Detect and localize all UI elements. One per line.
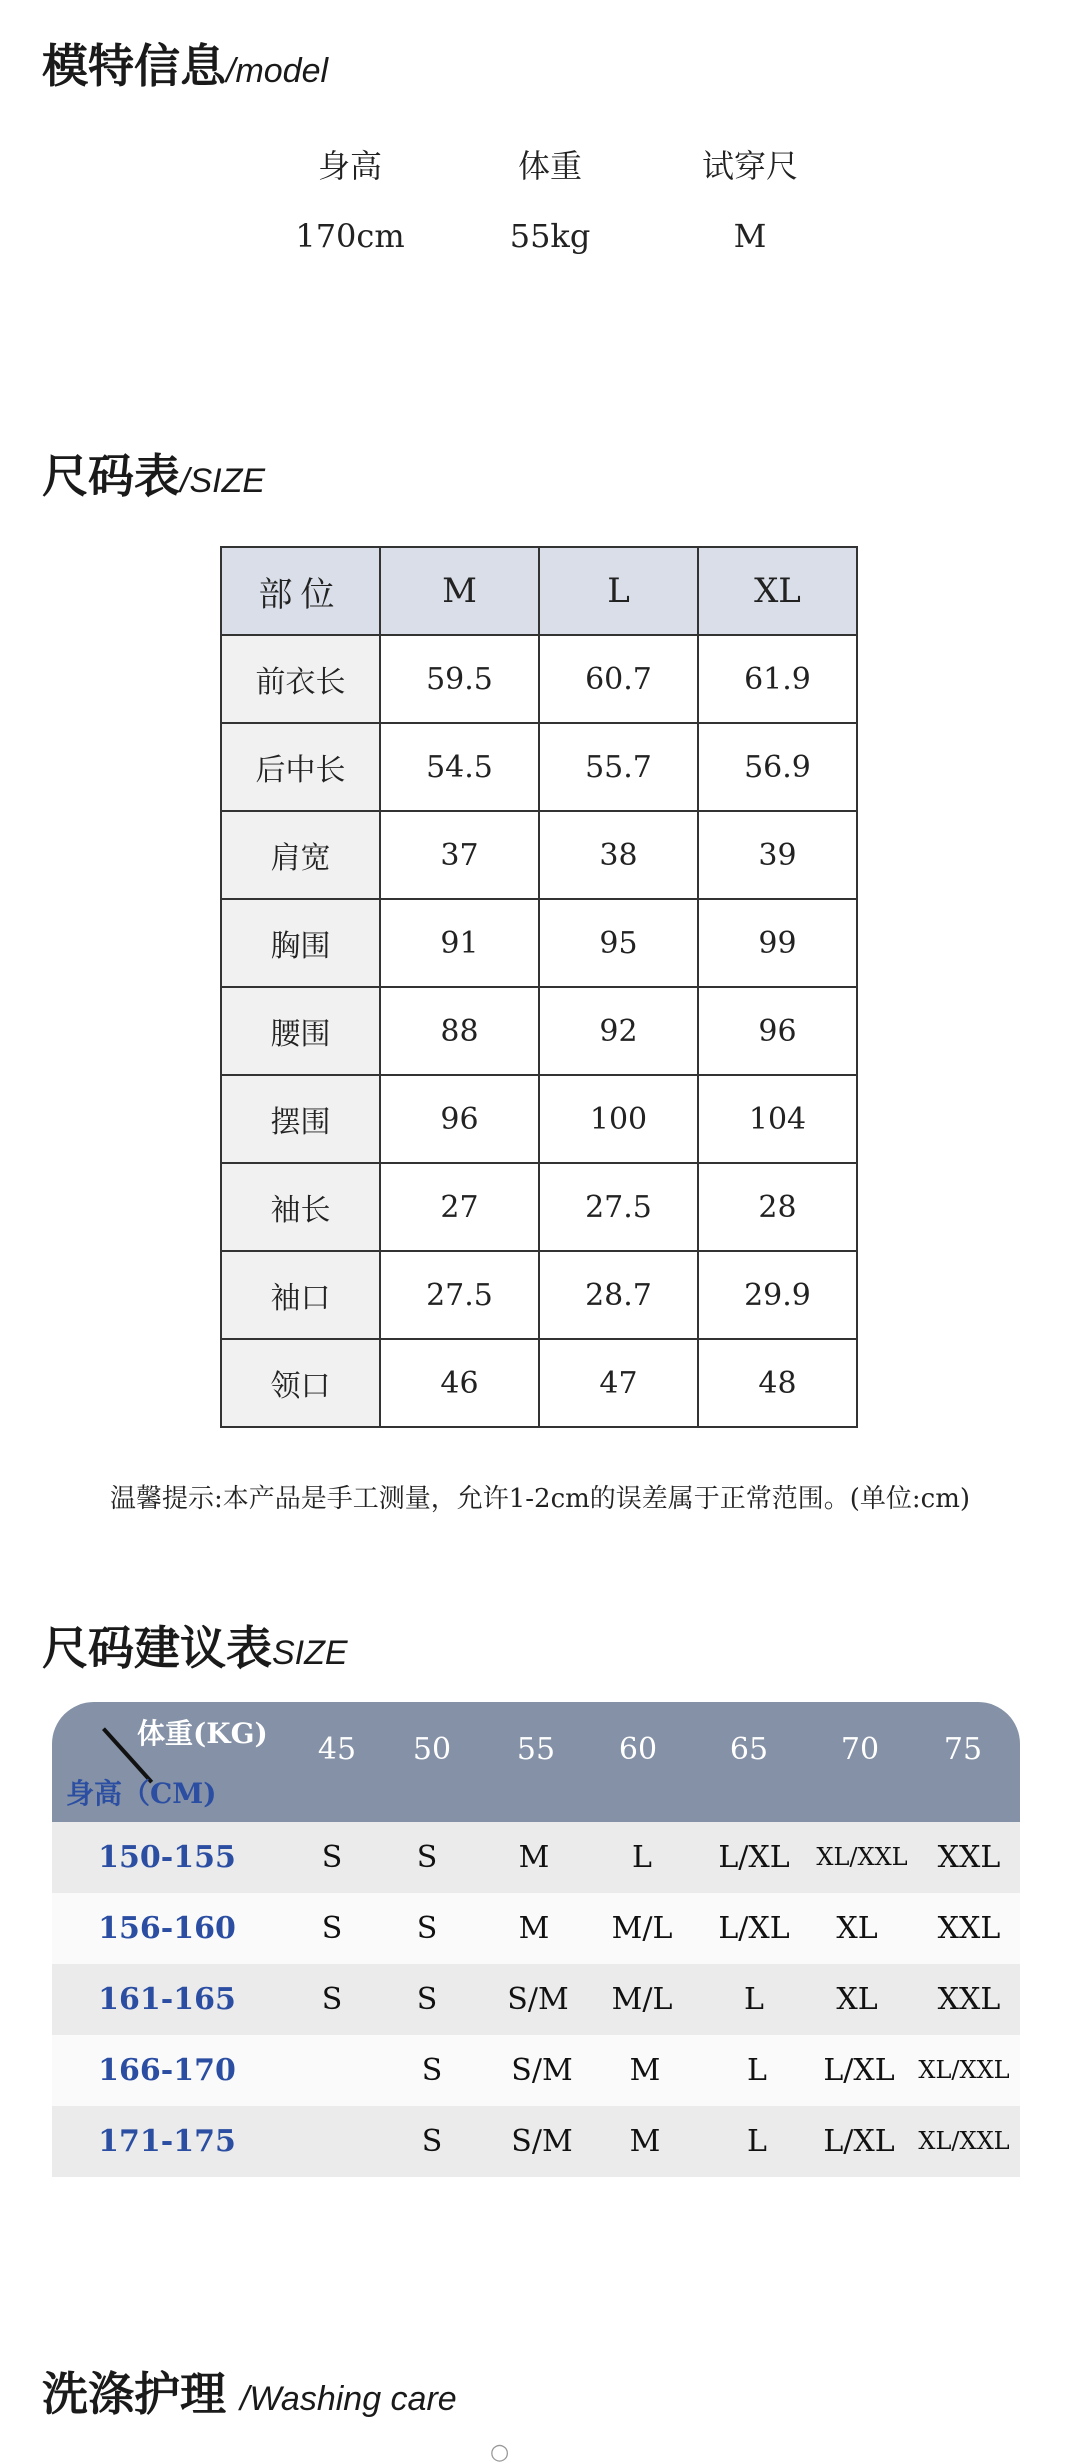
- cell-value: 39: [698, 811, 857, 899]
- height-range: 150-155: [98, 1840, 236, 1875]
- cropped-glyph: ○: [490, 2440, 510, 2463]
- measurement-note: 温馨提示:本产品是手工测量，允许1-2cm的误差属于正常范围。(单位:cm): [109, 1484, 971, 1514]
- model-info-subtitle: /model: [226, 52, 329, 90]
- row-label: 肩宽: [221, 811, 380, 899]
- size-cell: M: [629, 2124, 661, 2159]
- size-cell: S: [421, 2124, 443, 2159]
- size-cell: M: [518, 1911, 550, 1946]
- row-label: 领口: [221, 1339, 380, 1427]
- weight-column-header: 50: [412, 1732, 452, 1767]
- size-header-m: M: [380, 547, 539, 635]
- table-row: [221, 811, 857, 899]
- weight-column-header: 65: [729, 1732, 769, 1767]
- cell-value: 92: [539, 987, 698, 1075]
- size-cell: L: [747, 2053, 767, 2088]
- row-label: 袖长: [221, 1163, 380, 1251]
- model-info-title: 模特信息: [42, 39, 226, 93]
- cell-value: 38: [539, 811, 698, 899]
- cell-value: 28: [698, 1163, 857, 1251]
- cell-value: 46: [380, 1339, 539, 1427]
- size-table-subtitle: /SIZE: [180, 462, 266, 500]
- size-cell: XL: [836, 1982, 878, 2017]
- cell-value: 27.5: [380, 1251, 539, 1339]
- model-size-label: 试穿尺: [701, 147, 798, 185]
- size-cell: XL/XXL: [918, 2056, 1010, 2084]
- model-height-value: 170cm: [295, 217, 405, 255]
- size-header-xl: XL: [698, 547, 857, 635]
- row-label: 胸围: [221, 899, 380, 987]
- size-recommend-title: 尺码建议表: [42, 1621, 272, 1675]
- table-row: [52, 2035, 1020, 2106]
- table-row: [221, 1339, 857, 1427]
- size-table-title: 尺码表: [42, 449, 180, 503]
- height-range: 166-170: [98, 2053, 236, 2088]
- size-cell: M/L: [611, 1982, 673, 2017]
- height-range: 171-175: [98, 2124, 236, 2159]
- size-cell: L: [744, 1982, 764, 2017]
- cell-value: 47: [539, 1339, 698, 1427]
- cell-value: 28.7: [539, 1251, 698, 1339]
- model-size-value: M: [733, 217, 767, 255]
- height-range: 161-165: [98, 1982, 236, 2017]
- size-cell: S: [321, 1911, 343, 1946]
- cell-value: 37: [380, 811, 539, 899]
- cell-value: 99: [698, 899, 857, 987]
- cell-value: 55.7: [539, 723, 698, 811]
- cell-value: 100: [539, 1075, 698, 1163]
- height-axis-label: 身高（CM): [66, 1777, 217, 1810]
- size-cell: S/M: [507, 1982, 569, 2017]
- size-cell: L: [747, 2124, 767, 2159]
- cell-value: 61.9: [698, 635, 857, 723]
- washing-care-heading: [42, 2358, 457, 2424]
- size-cell: S/M: [511, 2124, 573, 2159]
- size-table-heading: [42, 440, 265, 506]
- size-cell: L: [632, 1840, 652, 1875]
- model-weight-label: 体重: [517, 147, 582, 185]
- size-recommend-header: [52, 1702, 1020, 1822]
- size-cell: S: [321, 1840, 343, 1875]
- cell-value: 88: [380, 987, 539, 1075]
- table-row: [52, 2106, 1020, 2177]
- row-label: 袖口: [221, 1251, 380, 1339]
- weight-column-header: 60: [618, 1732, 658, 1767]
- cell-value: 59.5: [380, 635, 539, 723]
- table-row: [221, 1075, 857, 1163]
- size-cell: S: [416, 1840, 438, 1875]
- size-cell: S: [416, 1982, 438, 2017]
- table-row: [221, 1163, 857, 1251]
- row-label: 摆围: [221, 1075, 380, 1163]
- cell-value: 104: [698, 1075, 857, 1163]
- table-row: [221, 1251, 857, 1339]
- size-cell: XXL: [937, 1911, 1001, 1946]
- size-header-part: 部位: [221, 547, 380, 635]
- model-height-label: 身高: [317, 147, 382, 185]
- table-row: [52, 1822, 1020, 1893]
- model-info-value-row: [250, 200, 850, 272]
- size-cell: M: [518, 1840, 550, 1875]
- cell-value: 27.5: [539, 1163, 698, 1251]
- weight-column-header: 75: [943, 1732, 983, 1767]
- cell-value: 56.9: [698, 723, 857, 811]
- model-info-grid: [250, 128, 850, 272]
- model-info-header-row: [250, 128, 850, 200]
- cell-value: 95: [539, 899, 698, 987]
- size-cell: L/XL: [823, 2124, 895, 2159]
- cell-value: 60.7: [539, 635, 698, 723]
- size-cell: [277, 2035, 387, 2106]
- weight-column-header: 55: [516, 1732, 556, 1767]
- size-recommend-subtitle: SIZE: [272, 1634, 348, 1672]
- size-cell: XXL: [937, 1982, 1001, 2017]
- size-cell: M: [629, 2053, 661, 2088]
- size-cell: XL: [836, 1911, 878, 1946]
- cell-value: 27: [380, 1163, 539, 1251]
- table-row: [221, 723, 857, 811]
- weight-column-header: 70: [840, 1732, 880, 1767]
- cell-value: 91: [380, 899, 539, 987]
- row-label: 后中长: [221, 723, 380, 811]
- size-cell: S: [321, 1982, 343, 2017]
- table-row: [221, 987, 857, 1075]
- washing-care-subtitle: /Washing care: [240, 2380, 457, 2418]
- model-info-heading: [42, 30, 328, 96]
- size-cell: [277, 2106, 387, 2177]
- size-cell: XXL: [937, 1840, 1001, 1875]
- height-range: 156-160: [98, 1911, 236, 1946]
- size-cell: L/XL: [718, 1840, 790, 1875]
- table-row: [52, 1893, 1020, 1964]
- weight-column-header: 45: [317, 1732, 357, 1767]
- size-cell: XL/XXL: [816, 1843, 908, 1871]
- size-recommend-table: [52, 1702, 1020, 2177]
- cell-value: 96: [698, 987, 857, 1075]
- size-cell: M/L: [611, 1911, 673, 1946]
- size-cell: L/XL: [823, 2053, 895, 2088]
- size-cell: XL/XXL: [918, 2127, 1010, 2155]
- size-table: [220, 546, 858, 1428]
- cell-value: 29.9: [698, 1251, 857, 1339]
- table-row: [221, 635, 857, 723]
- size-cell: L/XL: [718, 1911, 790, 1946]
- size-table-header-row: [221, 547, 857, 635]
- size-recommend-heading: [42, 1612, 348, 1678]
- table-row: [52, 1964, 1020, 2035]
- table-row: [221, 899, 857, 987]
- row-label: 腰围: [221, 987, 380, 1075]
- size-header-l: L: [539, 547, 698, 635]
- weight-columns: [52, 1702, 1020, 1822]
- washing-care-title: 洗涤护理: [42, 2367, 226, 2421]
- weight-axis-label: 体重(KG): [137, 1717, 268, 1750]
- size-cell: S: [421, 2053, 443, 2088]
- model-weight-value: 55kg: [509, 217, 591, 255]
- cell-value: 54.5: [380, 723, 539, 811]
- size-cell: S: [416, 1911, 438, 1946]
- cell-value: 48: [698, 1339, 857, 1427]
- cell-value: 96: [380, 1075, 539, 1163]
- row-label: 前衣长: [221, 635, 380, 723]
- size-cell: S/M: [511, 2053, 573, 2088]
